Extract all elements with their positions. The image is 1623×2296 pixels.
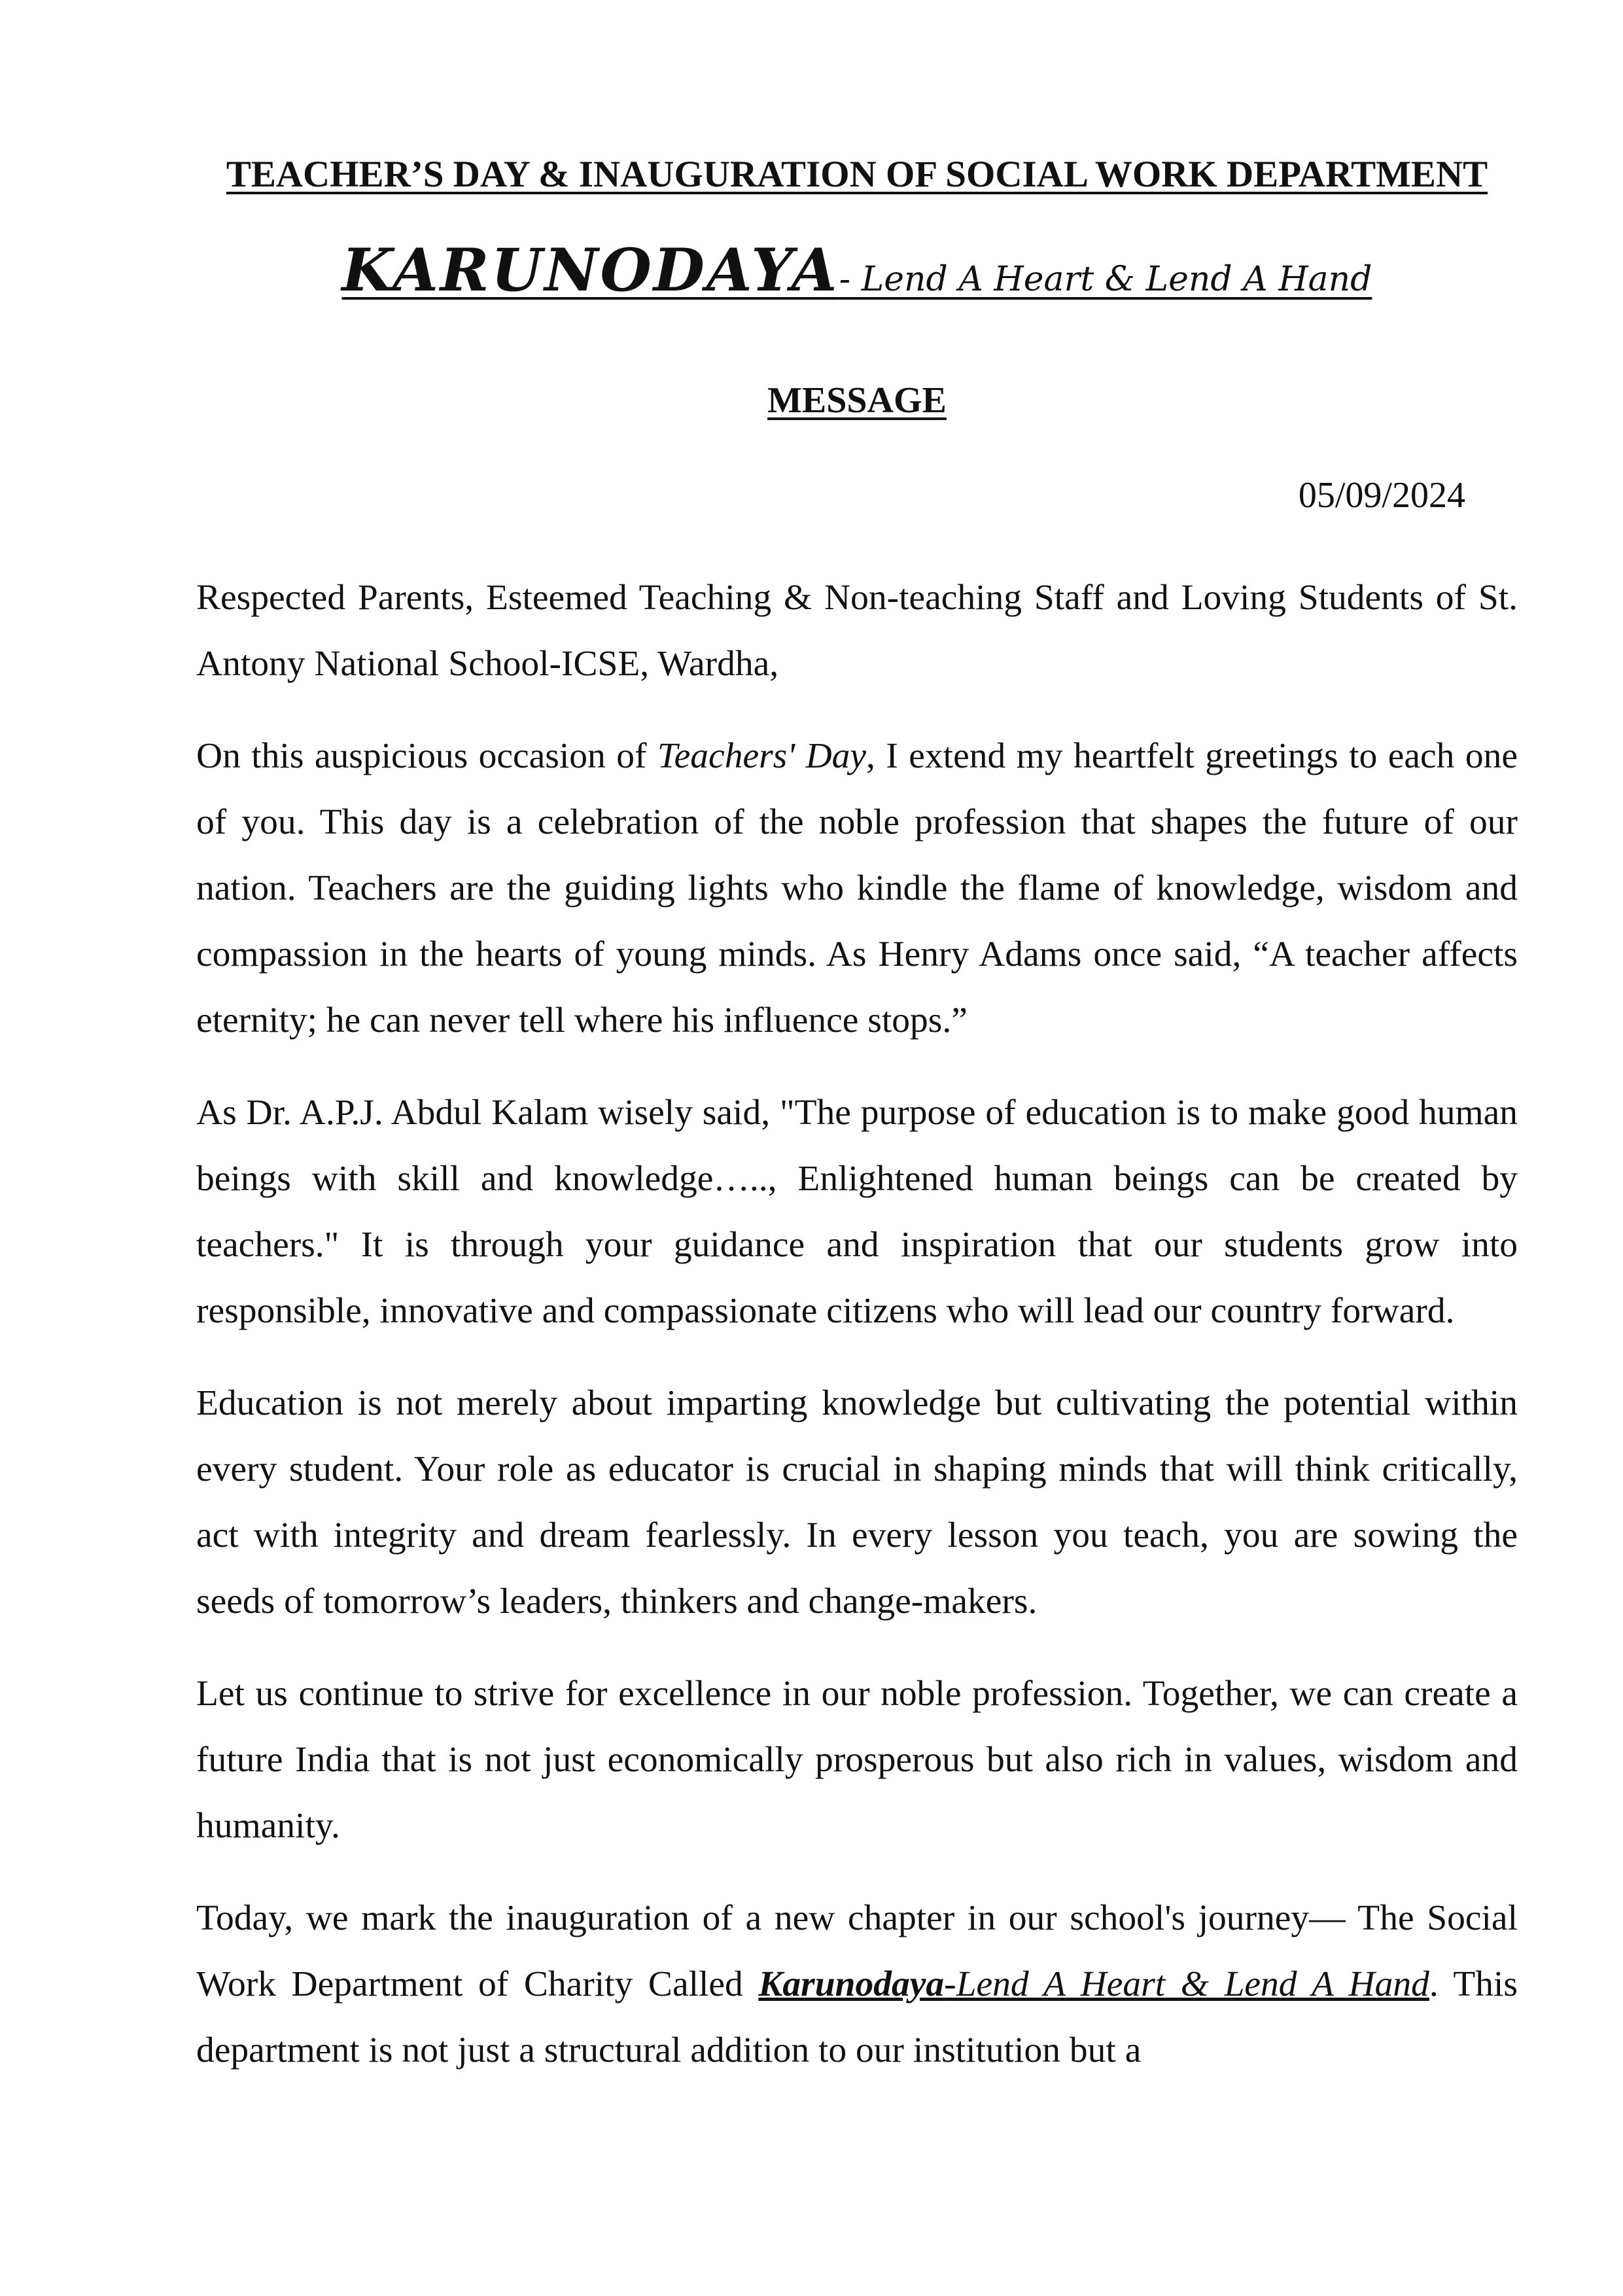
paragraph-inauguration <box>196 1885 1518 2083</box>
p5-karunodaya: Karunodaya <box>758 1964 945 2004</box>
paragraph-kalam-quote: As Dr. A.P.J. Abdul Kalam wisely said, "The purpose of education is to make good human beings with skill and knowledge….., Enlightened human beings can be created by teachers." It is through your guidance and inspiration that our students grow into responsible, innovative and compassionate citizens who will lead our country forward. <box>196 1093 1518 1331</box>
page-heading: TEACHER’S DAY & INAUGURATION OF SOCIAL WORK DEPARTMENT <box>226 154 1488 195</box>
message-body <box>196 565 1518 2110</box>
paragraph-education: Education is not merely about imparting knowledge but cultivating the potential within every student. Your role as educator is crucial in shaping minds that will think critically, act with integrity and dream fearlessly. In every lesson you teach, you are sowing the seeds of tomorrow’s leaders, thinkers and change-makers. <box>196 1383 1518 1621</box>
brand-tagline: - Lend A Heart & Lend A Hand <box>839 260 1372 299</box>
p1-text-before: On this auspicious occasion of <box>196 736 657 776</box>
p5-text-before: Today, we mark the inauguration of a new chapter in our school's journey— The Social Work Department of Charity Called <box>196 1898 1518 2004</box>
p1-teachers-day: Teachers' Day <box>657 736 867 776</box>
brand-name: KARUNODAYA <box>341 236 839 305</box>
message-title: MESSAGE <box>767 380 947 421</box>
p1-text-after: , I extend my heartfelt greetings to each one of you. This day is a celebration of the noble profession that shapes the future of our nation. Teachers are the guiding lights who kindle the flame of knowledge, wisdom and compassion in the hearts of young minds. As Henry Adams once said, “A teacher affects eternity; he can never tell where his influence stops.” <box>196 736 1518 1040</box>
salutation: Respected Parents, Esteemed Teaching & Non-teaching Staff and Loving Students of St. Antony National School-ICSE, Wardha, <box>196 578 1518 684</box>
paragraph-teachers-day <box>196 723 1518 1053</box>
brand-title <box>196 236 1518 305</box>
paragraph-excellence: Let us continue to strive for excellence in our noble profession. Together, we can create a future India that is not just economically prosperous but also rich in values, wisdom and humanity. <box>196 1674 1518 1846</box>
p5-text-after: . This department is not just a structural addition to our institution but a <box>196 1964 1518 2070</box>
document-page <box>196 0 1518 2296</box>
p5-tagline: -Lend A Heart & Lend A Hand <box>944 1964 1429 2004</box>
message-date: 05/09/2024 <box>1298 475 1465 516</box>
